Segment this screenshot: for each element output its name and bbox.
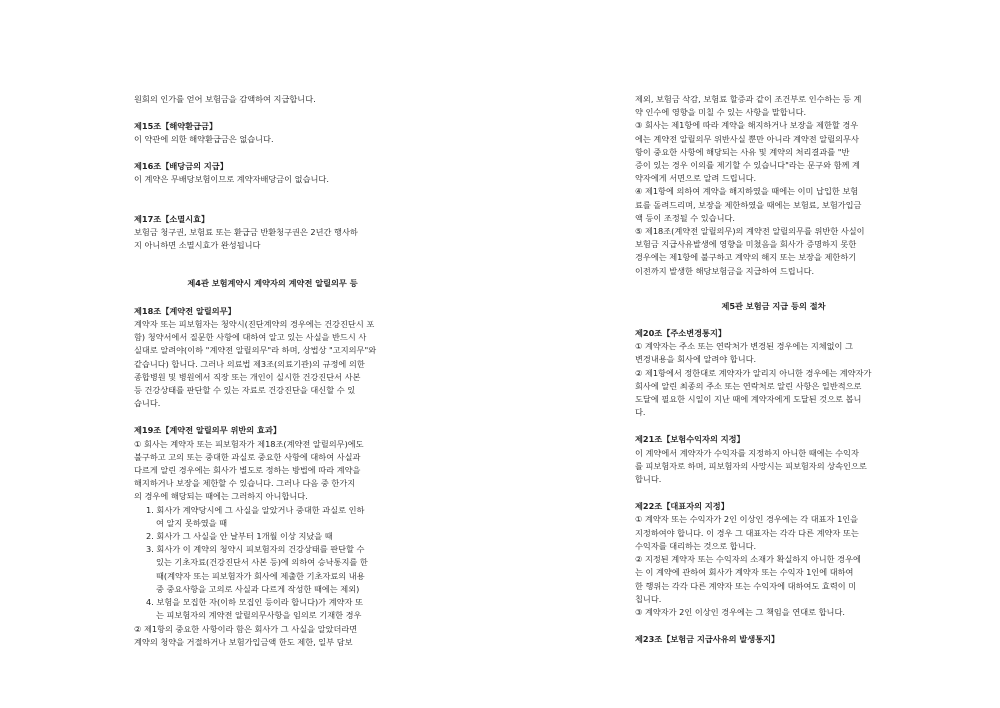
article-19-para-3: ③ 회사는 제1항에 따라 계약을 해지하거나 보장을 제한할 경우 에는 계약전 알릴의무 위반사실 뿐만 아니라 계약전 알릴의무사 항이 중요한 사항에 해당되는 사유 및 계약의 처리결과를 "반 증이 있는 경우 이의를 제기할 수 있습니다"라는 문구와 함께 계 약자에게 서면으로 알려 드립니다.: [635, 120, 860, 184]
article-19-para-4: ④ 제1항에 의하여 계약을 해지하였을 때에는 이미 납입한 보험 료를 돌려드리며, 보장을 제한하였을 때에는 보험료, 보험가입금 액 등이 조정될 수 있습니다.: [635, 186, 862, 223]
article-19-item-2: 2. 회사가 그 사실을 안 날부터 1개월 이상 지났을 때: [146, 531, 333, 542]
article-19-para-1: ① 회사는 계약자 또는 피보험자가 제18조(계약전 알릴의무)에도 불구하고 고의 또는 중대한 과실로 중요한 사항에 대하여 사실과 다르게 알린 경우에는 회사가 별도로 정하는 방법에 따라 계약을 해지하거나 보장을 제한할 수 있습니다. 그러나 다음 중 한가지 의 경우에 해당되는 때에는 그러하지 아니합니다.: [134, 438, 364, 502]
article-17-body: 보험금 청구권, 보험료 또는 환급금 반환청구권은 2년간 행사하 지 아니하면 소멸시효가 완성됩니다: [134, 227, 358, 251]
article-15-title: 제15조【해약환급금】: [134, 121, 218, 132]
article-16-body: 이 계약은 무배당보험이므로 계약자배당금이 없습니다.: [134, 173, 329, 184]
article-19-title: 제19조【계약전 알릴의무 위반의 효과】: [134, 425, 282, 436]
article-21-title: 제21조【보험수익자의 지정】: [635, 434, 745, 445]
chapter-5-heading: 제5관 보험금 지급 등의 절차: [721, 300, 826, 311]
article-22-title: 제22조【대표자의 지정】: [635, 501, 729, 512]
article-20-body: ① 계약자는 주소 또는 연락처가 변경된 경우에는 지체없이 그 변경내용을 회사에 알려야 합니다. ② 제1항에서 정한대로 계약자가 알리지 아니한 경우에는 계약자가 회사에 알린 최종의 주소 또는 연락처로 알린 사항은 일반적으로 도달에 필요한 시일이 지난 때에 계약자에게 도달된 것으로 봅니 다.: [635, 341, 872, 418]
paragraph-continuation: 제외, 보험금 삭감, 보험료 할증과 같이 조건부로 인수하는 등 계 약 인수에 영향을 미칠 수 있는 사항을 말합니다.: [635, 94, 862, 118]
article-15-body: 이 약관에 의한 해약환급금은 없습니다.: [134, 134, 274, 145]
article-22-body: ① 계약자 또는 수익자가 2인 이상인 경우에는 각 대표자 1인을 지정하여야 합니다. 이 경우 그 대표자는 각각 다른 계약자 또는 수익자를 대리하는 것으로 합니다. ② 지정된 계약자 또는 수익자의 소재가 확실하지 아니한 경우에 는 이 계약에 관하여 회사가 계약자 또는 수익자 1인에 대하여 한 행위는 각각 다른 계약자 또는 수익자에 대하여도 효력이 미 칩니다. ③ 계약자가 2인 이상인 경우에는 그 책임을 연대로 합니다.: [635, 514, 861, 617]
article-18-body: 계약자 또는 피보험자는 청약시(진단계약의 경우에는 건강진단시 포 함) 청약서에서 질문한 사항에 대하여 알고 있는 사실을 반드시 사 실대로 알려야(이하 "계약전 알릴의무"라 하며, 상법상 "고지의무"와 같습니다) 합니다. 그러나 의료법 제3조(의료기관)의 규정에 의한 종합병원 및 병원에서 직장 또는 개인이 실시한 건강진단서 사본 등 건강상태를 판단할 수 있는 자료로 건강진단을 대신할 수 있 습니다.: [134, 319, 377, 409]
article-19-para-2: ② 제1항의 중요한 사항이라 함은 회사가 그 사실을 알았더라면 계약의 청약을 거절하거나 보험가입금액 한도 제한, 일부 담보: [134, 623, 358, 647]
article-23-title: 제23조【보험금 지급사유의 발생통지】: [635, 634, 780, 645]
article-19-item-4: 4. 보험을 모집한 자(이하 모집인 등이라 합니다)가 계약자 또 는 피보험자의 계약전 알릴의무사항을 임의로 기재한 경우: [146, 597, 363, 621]
article-21-body: 이 계약에서 계약자가 수익자를 지정하지 아니한 때에는 수익자 를 피보험자로 하며, 피보험자의 사망시는 피보험자의 상속인으로 합니다.: [635, 447, 867, 485]
chapter-4-heading: 제4관 보험계약시 계약자의 계약전 알릴의무 등: [187, 277, 358, 288]
article-16-title: 제16조【배당금의 지급】: [134, 160, 228, 171]
paragraph-continuation: 원회의 인가를 얻어 보험금을 감액하여 지급합니다.: [134, 94, 316, 104]
right-column: [635, 93, 912, 646]
article-19-item-3: 3. 회사가 이 계약의 청약시 피보험자의 건강상태를 판단할 수 있는 기초자료(건강진단서 사본 등)에 의하여 승낙통지를 한 때(계약자 또는 피보험자가 회사에 제출한 기초자료의 내용 중 중요사항을 고의로 사실과 다르게 작성한 때에는 제외): [146, 544, 368, 594]
article-19-item-1: 1. 회사가 계약당시에 그 사실을 알았거나 중대한 과실로 인하 여 알지 못하였을 때: [146, 504, 365, 528]
left-column: [134, 93, 411, 649]
article-20-title: 제20조【주소변경통지】: [635, 328, 727, 339]
article-19-para-5: ⑤ 제18조(계약전 알릴의무)의 계약전 알릴의무를 위반한 사실이 보험금 지급사유발생에 영향을 미쳤음을 회사가 증명하지 못한 경우에는 제1항에 불구하고 계약의 해지 또는 보장을 제한하기 이전까지 발생한 해당보험금을 지급하여 드립니다.: [635, 226, 865, 276]
article-17-title: 제17조【소멸시효】: [134, 214, 210, 225]
article-18-title: 제18조【계약전 알릴의무】: [134, 305, 236, 316]
